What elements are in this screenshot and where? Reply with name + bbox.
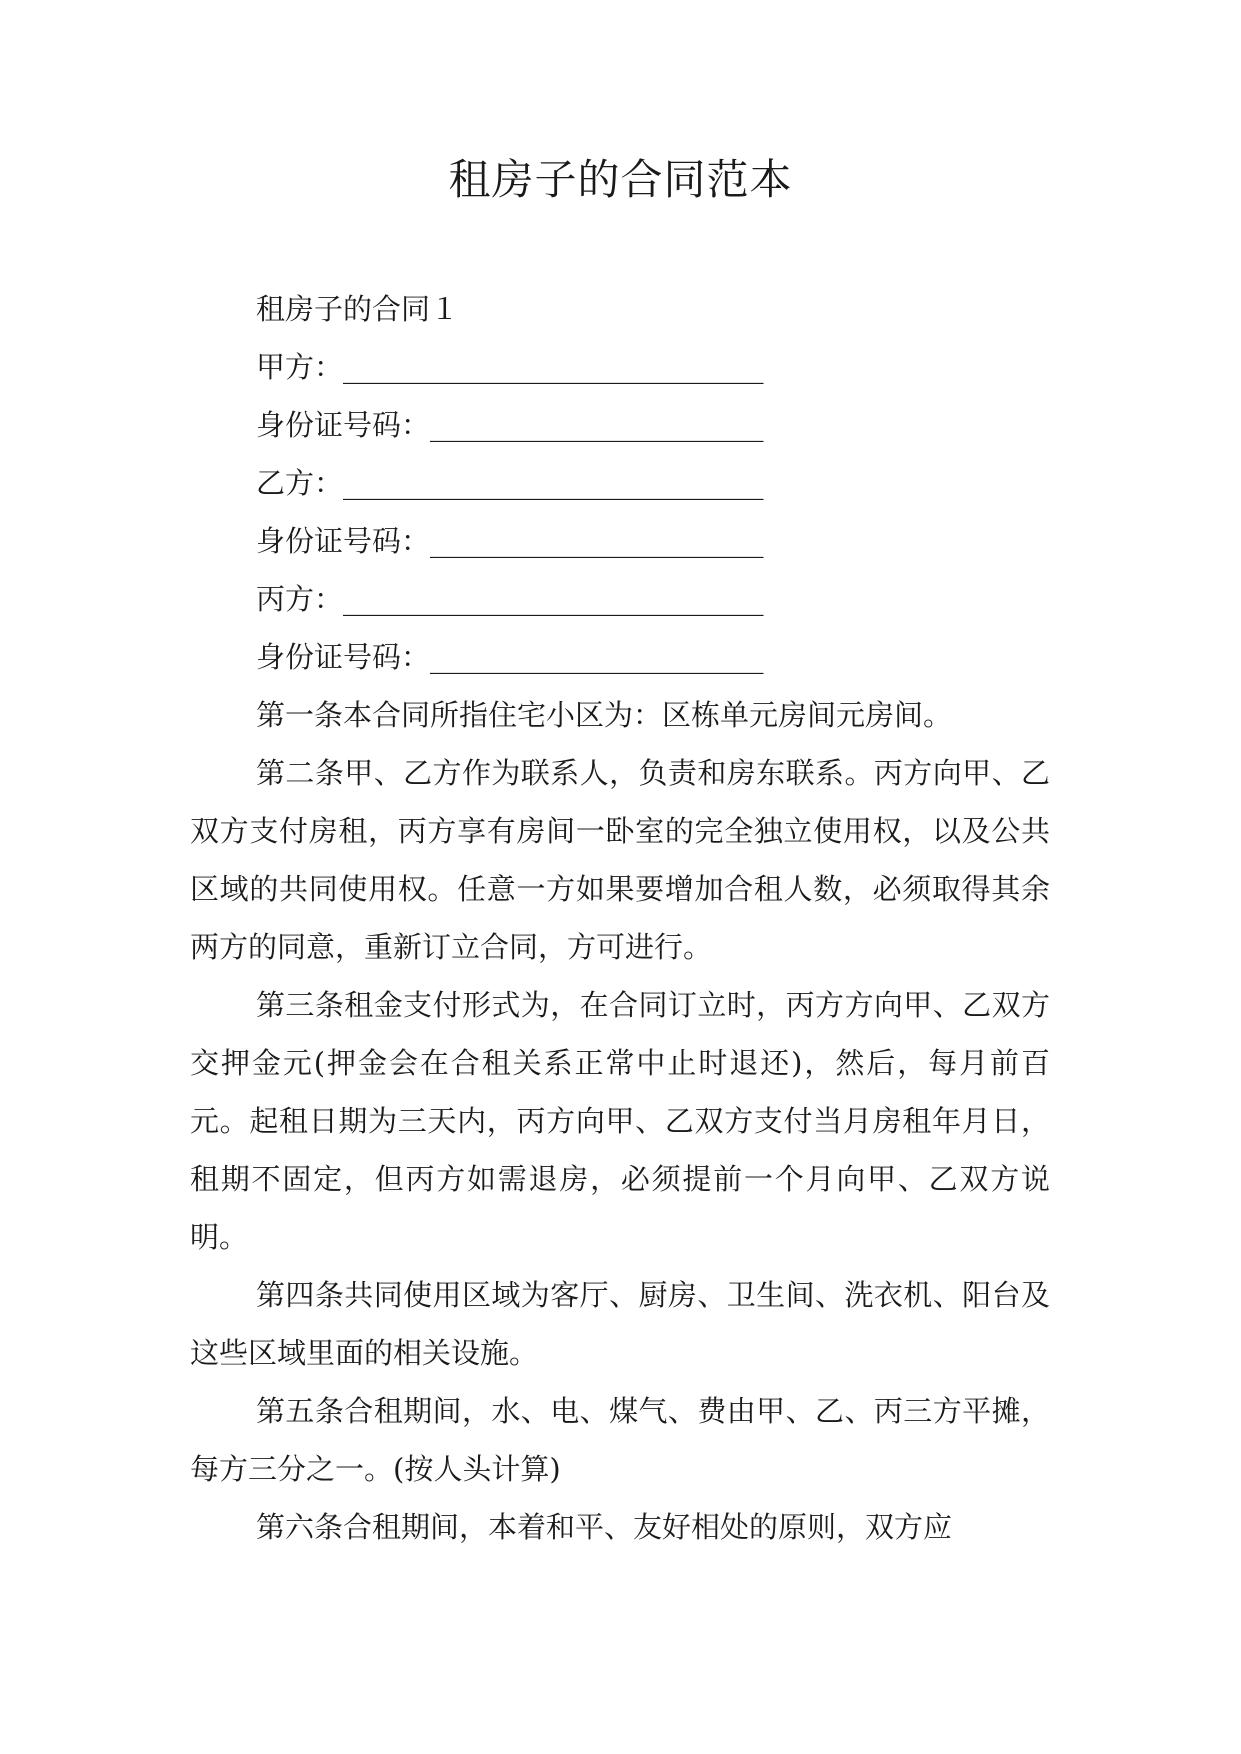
- party-a-field: 甲方：_____________________________: [256, 350, 764, 384]
- contract-subtitle: 租房子的合同１: [256, 292, 460, 326]
- article-2: 第二条甲、乙方作为联系人，负责和房东联系。丙方向甲、乙双方支付房租，丙方享有房间一卧室的完全独立使用权，以及公共区域的共同使用权。任意一方如果要增加合租人数，必须取得其余两方的同意，重新订立合同，方可进行。: [190, 756, 1050, 964]
- party-b-id-field: 身份证号码：_______________________: [256, 524, 764, 558]
- party-a-id-field: 身份证号码：_______________________: [256, 408, 764, 442]
- party-c-field: 丙方：_____________________________: [256, 582, 764, 616]
- article-5: 第五条合租期间，水、电、煤气、费由甲、乙、丙三方平摊，每方三分之一。(按人头计算): [190, 1394, 1050, 1486]
- party-c-id-field: 身份证号码：_______________________: [256, 640, 764, 674]
- party-b-field: 乙方：_____________________________: [256, 466, 764, 500]
- article-3: 第三条租金支付形式为，在合同订立时，丙方方向甲、乙双方交押金元(押金会在合租关系正常中止时退还)，然后，每月前百元。起租日期为三天内，丙方向甲、乙双方支付当月房租年月日，租期不固定，但丙方如需退房，必须提前一个月向甲、乙双方说明。: [190, 988, 1050, 1254]
- document-title: 租房子的合同范本: [448, 155, 793, 204]
- article-1: 第一条本合同所指住宅小区为：区栋单元房间元房间。: [256, 698, 953, 732]
- article-4: 第四条共同使用区域为客厅、厨房、卫生间、洗衣机、阳台及这些区域里面的相关设施。: [190, 1278, 1050, 1370]
- article-6: 第六条合租期间，本着和平、友好相处的原则，双方应: [256, 1510, 953, 1544]
- document-body: [190, 280, 1050, 1556]
